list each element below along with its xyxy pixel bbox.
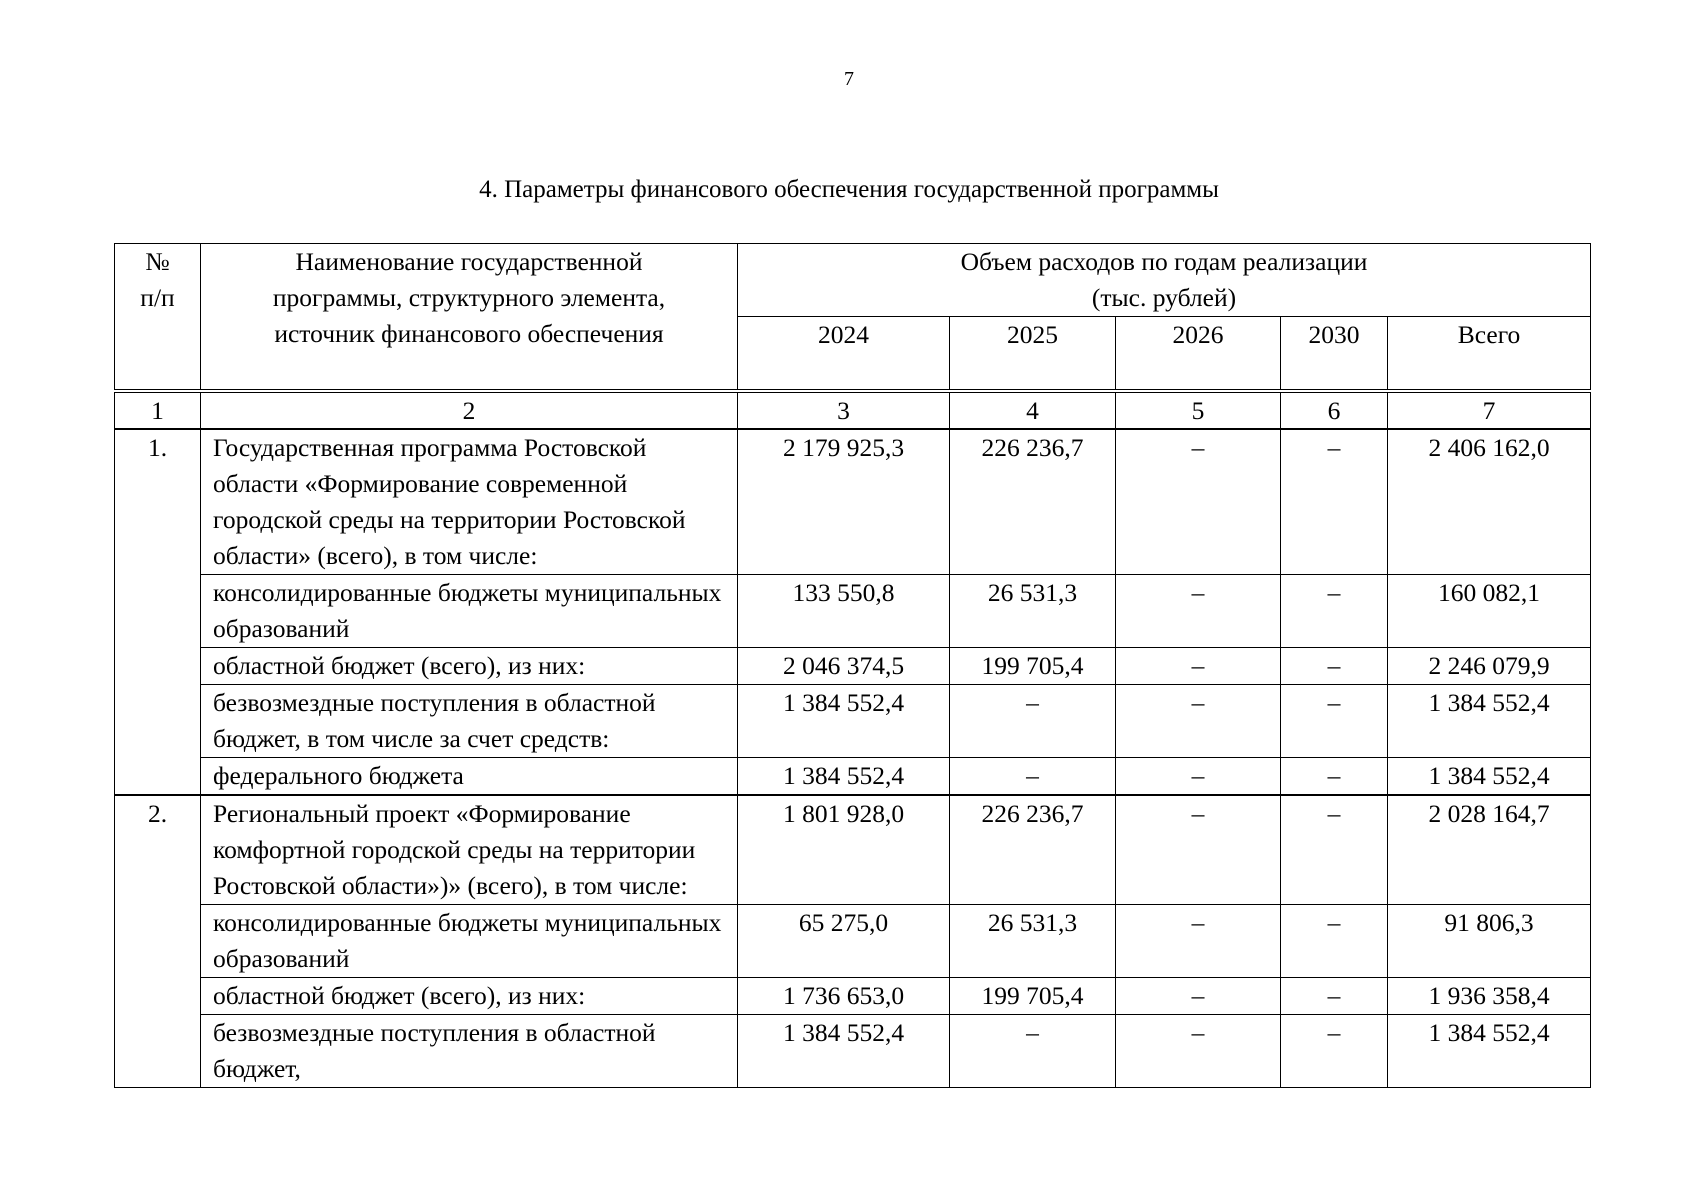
table-row <box>115 758 1591 796</box>
row-number: 1. <box>115 429 201 795</box>
row-value: 1 384 552,4 <box>738 1015 950 1088</box>
table-row <box>115 1015 1591 1088</box>
header-year-2024: 2024 <box>738 317 950 392</box>
row-value: 91 806,3 <box>1388 905 1591 978</box>
row-value: – <box>1116 575 1281 648</box>
row-value: 160 082,1 <box>1388 575 1591 648</box>
row-value: – <box>1116 429 1281 575</box>
table-header <box>115 244 1591 392</box>
column-number: 6 <box>1281 391 1388 429</box>
row-value: 26 531,3 <box>950 905 1116 978</box>
row-value: – <box>1281 575 1388 648</box>
header-volume: Объем расходов по годам реализации (тыс. рублей) <box>738 244 1591 317</box>
row-value: – <box>1281 429 1388 575</box>
row-value: – <box>1116 758 1281 796</box>
row-name: консолидированные бюджеты муниципальных образований <box>201 905 738 978</box>
row-value: 226 236,7 <box>950 429 1116 575</box>
row-value: – <box>1281 978 1388 1015</box>
row-value: 1 384 552,4 <box>1388 685 1591 758</box>
header-year-2030: 2030 <box>1281 317 1388 392</box>
header-name: Наименование государственной программы, структурного элемента, источник финансового обеспечения <box>201 244 738 392</box>
header-num: № п/п <box>115 244 201 392</box>
row-name: Региональный проект «Формирование комфортной городской среды на территории Ростовской области»)» (всего), в том числе: <box>201 795 738 905</box>
row-value: – <box>1281 795 1388 905</box>
row-value: – <box>1281 685 1388 758</box>
row-name: федерального бюджета <box>201 758 738 796</box>
column-number: 7 <box>1388 391 1591 429</box>
page-number: 7 <box>844 68 854 90</box>
row-number: 2. <box>115 795 201 1088</box>
row-value: 199 705,4 <box>950 978 1116 1015</box>
column-number-row <box>115 391 1591 429</box>
row-value: 1 384 552,4 <box>738 685 950 758</box>
row-value: – <box>1281 758 1388 796</box>
financing-table <box>114 243 1591 1088</box>
row-value: 2 246 079,9 <box>1388 648 1591 685</box>
row-value: – <box>1116 1015 1281 1088</box>
row-name: областной бюджет (всего), из них: <box>201 648 738 685</box>
row-value: 26 531,3 <box>950 575 1116 648</box>
column-number: 5 <box>1116 391 1281 429</box>
row-value: – <box>1116 795 1281 905</box>
row-value: 1 736 653,0 <box>738 978 950 1015</box>
row-value: – <box>950 685 1116 758</box>
row-value: 1 384 552,4 <box>1388 758 1591 796</box>
header-year-2025: 2025 <box>950 317 1116 392</box>
table-row <box>115 429 1591 575</box>
row-value: 2 046 374,5 <box>738 648 950 685</box>
table-row <box>115 648 1591 685</box>
row-value: – <box>1281 905 1388 978</box>
row-value: – <box>950 758 1116 796</box>
header-year-2026: 2026 <box>1116 317 1281 392</box>
row-value: 226 236,7 <box>950 795 1116 905</box>
table-body <box>115 391 1591 1088</box>
row-value: 2 406 162,0 <box>1388 429 1591 575</box>
row-value: 65 275,0 <box>738 905 950 978</box>
table-row <box>115 685 1591 758</box>
row-value: 2 179 925,3 <box>738 429 950 575</box>
row-name: консолидированные бюджеты муниципальных образований <box>201 575 738 648</box>
table-row <box>115 905 1591 978</box>
row-value: – <box>1116 978 1281 1015</box>
row-value: – <box>1281 648 1388 685</box>
column-number: 1 <box>115 391 201 429</box>
row-value: – <box>1116 648 1281 685</box>
header-total: Всего <box>1388 317 1591 392</box>
section-title: 4. Параметры финансового обеспечения государственной программы <box>479 176 1219 203</box>
column-number: 2 <box>201 391 738 429</box>
row-value: 1 936 358,4 <box>1388 978 1591 1015</box>
row-value: – <box>950 1015 1116 1088</box>
row-name: областной бюджет (всего), из них: <box>201 978 738 1015</box>
row-value: 133 550,8 <box>738 575 950 648</box>
row-value: 199 705,4 <box>950 648 1116 685</box>
row-value: – <box>1116 905 1281 978</box>
column-number: 3 <box>738 391 950 429</box>
row-value: 1 384 552,4 <box>738 758 950 796</box>
row-value: 1 384 552,4 <box>1388 1015 1591 1088</box>
row-value: 2 028 164,7 <box>1388 795 1591 905</box>
row-value: – <box>1281 1015 1388 1088</box>
table-row <box>115 795 1591 905</box>
row-name: безвозмездные поступления в областной бюджет, в том числе за счет средств: <box>201 685 738 758</box>
table-row <box>115 978 1591 1015</box>
table-row <box>115 575 1591 648</box>
row-name: Государственная программа Ростовской области «Формирование современной городской среды на территории Ростовской области» (всего), в том числе: <box>201 429 738 575</box>
column-number: 4 <box>950 391 1116 429</box>
row-value: 1 801 928,0 <box>738 795 950 905</box>
row-name: безвозмездные поступления в областной бюджет, <box>201 1015 738 1088</box>
row-value: – <box>1116 685 1281 758</box>
